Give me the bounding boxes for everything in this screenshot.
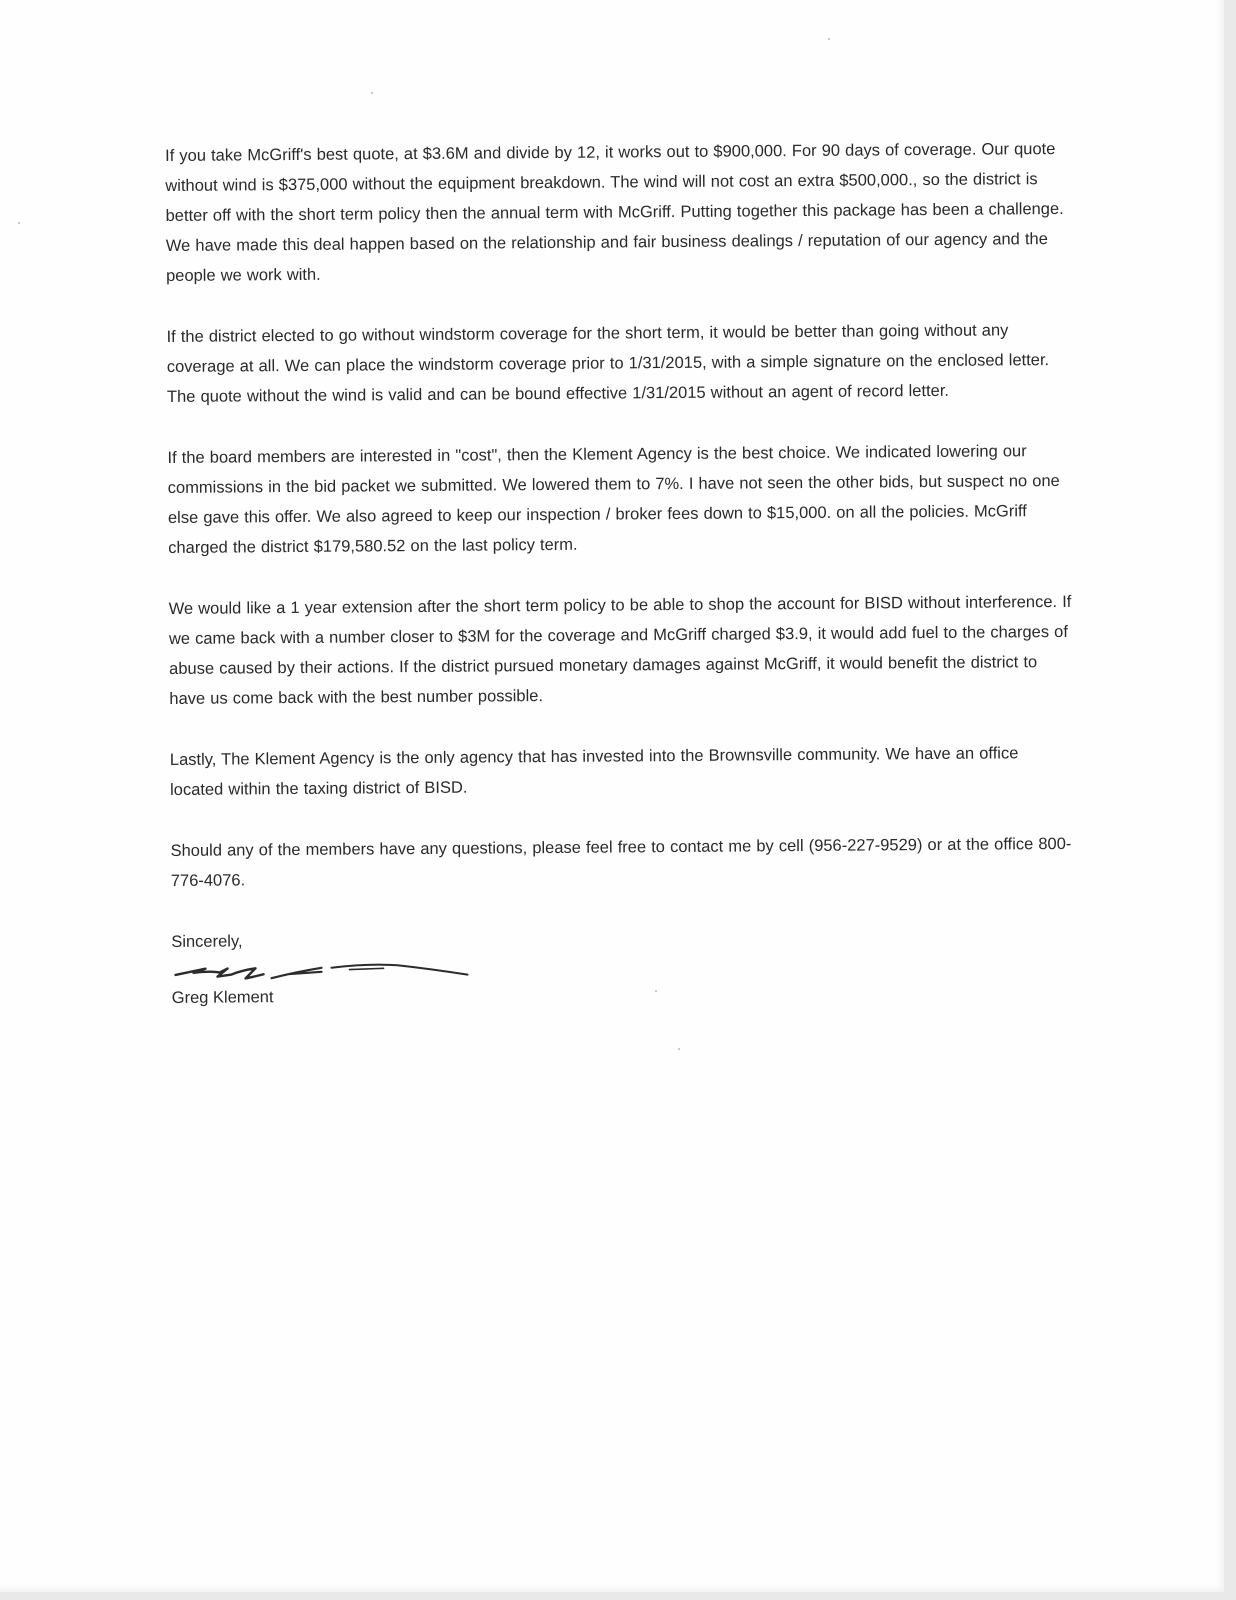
paragraph-windstorm-coverage: If the district elected to go without windstorm coverage for the short term, it would be better than going without any coverage at all. We can place the windstorm coverage prior to 1/31/2015, with a simple signature on the enclosed letter. The quote without the wind is valid and can be bound effective 1/31/2015 without an agent of record letter. [166, 321, 1050, 406]
scan-speck [678, 1048, 680, 1050]
scan-speck [371, 92, 373, 94]
paragraph-cost-comparison: If you take McGriff's best quote, at $3.6M and divide by 12, it works out to $900,000. For 90 days of coverage. Our quote without wind is $375,000 without the equipment breakdown. The wind will not cost an extra $500,000., so the district is better off with the short term policy then the annual term with McGriff. Putting together this package has been a challenge. We have made this deal happen based on the relationship and fair business dealings / reputation of our agency and the people we work with. [165, 140, 1064, 285]
paragraph-contact: Should any of the members have any questions, please feel free to contact me by cell (956-227-9529) or at the office 800-776-4076. [170, 834, 1072, 890]
scan-speck [18, 222, 20, 224]
closing-salutation: Sincerely, [171, 932, 243, 951]
signer-name: Greg Klement [171, 988, 274, 1007]
scan-speck [828, 38, 830, 40]
paragraph-extension-request: We would like a 1 year extension after the short term policy to be able to shop the account for BISD without interference. If we came back with a number closer to $3M for the coverage and McGriff charged $3.9, it would add fuel to the charges of abuse caused by their actions. If the district pursued monetary damages against McGriff, it would benefit the district to have us come back with the best number possible. [168, 592, 1072, 708]
letter-body [165, 134, 1077, 1011]
paragraph-commissions: If the board members are interested in "cost", then the Klement Agency is the best choice. We indicated lowering our commissions in the bid packet we submitted. We lowered them to 7%. I have not seen the other bids, but suspect no one else gave this offer. We also agreed to keep our inspection / broker fees down to $15,000. on all the policies. McGriff charged the district $179,580.52 on the last policy term. [167, 442, 1060, 557]
handwritten-signature [171, 955, 471, 985]
paragraph-community: Lastly, The Klement Agency is the only agency that has invested into the Brownsville community. We have an office located within the taxing district of BISD. [169, 744, 1019, 799]
